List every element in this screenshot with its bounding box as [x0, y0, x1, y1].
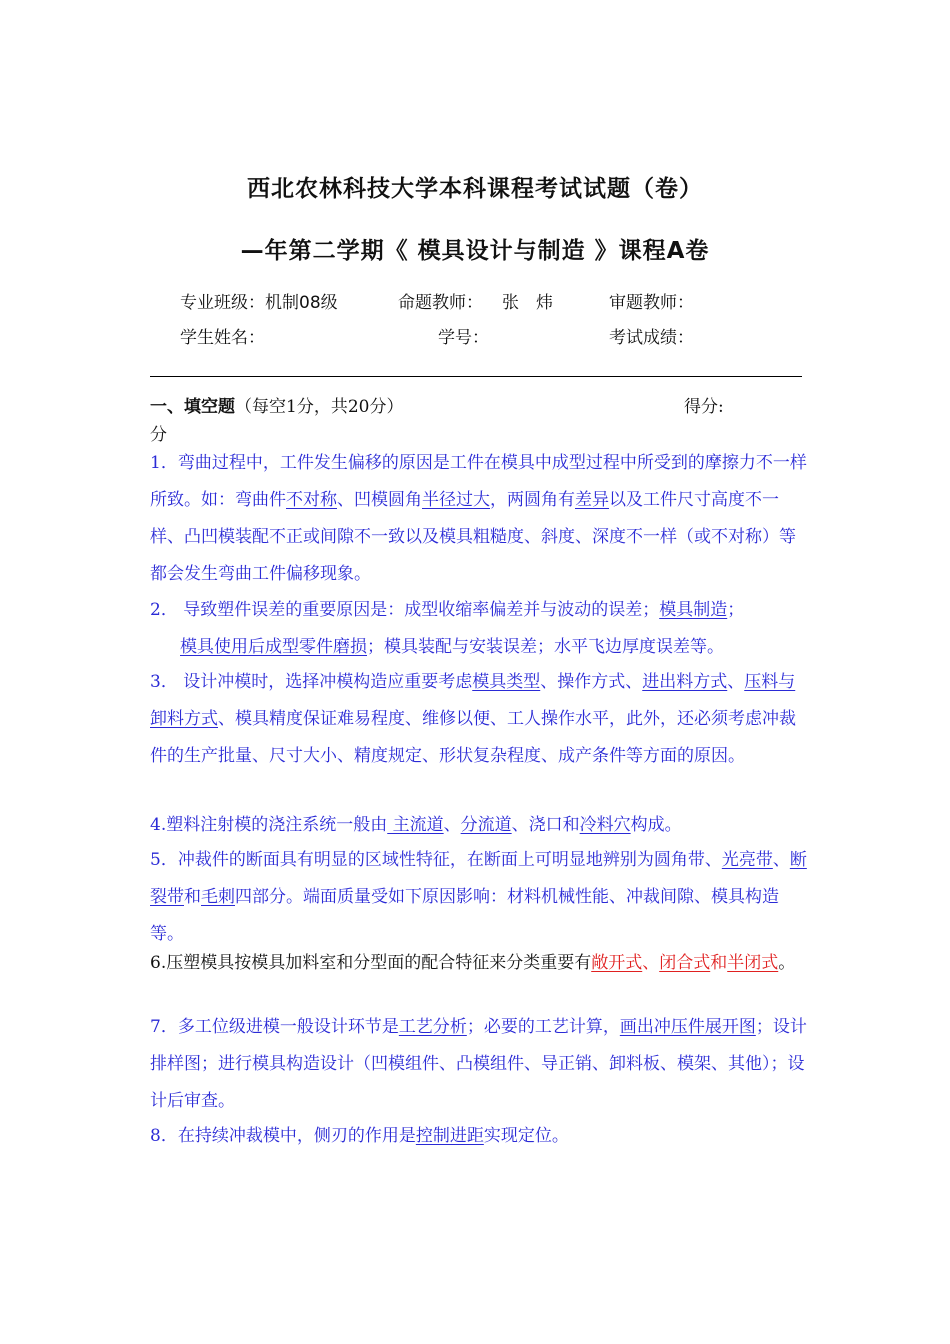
q3-text-d: 、 — [727, 672, 745, 692]
q3-text-c: 、操作方式、 — [540, 672, 643, 692]
q5-answer-2: 断裂带 — [150, 850, 807, 907]
exam-title: 西北农林科技大学本科课程考试试题（卷） — [247, 176, 703, 202]
q8-answer-1: 控制进距 — [415, 1126, 484, 1146]
q7-answer-1: 工艺分析 — [398, 1017, 467, 1037]
question-6 — [150, 948, 810, 978]
q7-text-c: ；必要的工艺计算， — [466, 1017, 620, 1037]
q6-answer-3: 半闭式 — [727, 953, 779, 973]
question-4 — [150, 807, 810, 844]
q4-text-e: 构成。 — [630, 815, 682, 835]
section-note: （每空1分，共20分） — [235, 397, 404, 417]
q1-text-c: 、凹模圆角 — [337, 490, 422, 510]
q1-answer-2: 半径过大 — [422, 490, 490, 510]
q2-text-a: 2． 导致塑件误差的重要原因是：成型收缩率偏差并与波动的误差； — [150, 600, 660, 620]
q1-text-e: 以及工件尺寸高度不一样、凸凹模装配不正或间隙不一致以及模具粗糙度、斜度、深度不一样（或不对称）等都会发生弯曲工件偏移现象。 — [150, 490, 796, 584]
question-3 — [150, 664, 810, 775]
q5-text-e: 四部分。端面质量受如下原因影响：材料机械性能、冲裁间隙、模具构造等。 — [150, 887, 779, 944]
divider-line — [150, 376, 802, 377]
q7-text-d: ；设计排样图；进行模具构造设计（凹模组件、凸模组件、导正销、卸料板、模架、其他）；设计后审查。 — [150, 1017, 807, 1111]
q1-text-d: ，两圆角有 — [490, 490, 575, 510]
q6-answer-2: 闭合式 — [659, 953, 711, 973]
question-2 — [150, 592, 810, 666]
q3-answer-2: 进出料方式 — [642, 672, 728, 692]
q7-answer-2: 画出冲压件展开图 — [619, 1017, 756, 1037]
course-title: —年第二学期《 模具设计与制造 》课程A卷 — [240, 238, 710, 264]
q4-text-d: 、浇口和 — [511, 815, 580, 835]
q2-answer-2: 模具使用后成型零件磨损 — [180, 637, 367, 657]
q3-text-e: 、模具精度保证难易程度、维修以便、工人操作水平，此外，还必须考虑冲裁件的生产批量、尺寸大小、精度规定、形状复杂程度、成产条件等方面的原因。 — [150, 709, 796, 766]
q2-text-c: ； — [727, 600, 745, 620]
score-label: 得分: — [684, 397, 724, 417]
question-7 — [150, 1009, 810, 1120]
q4-answer-3: 冷料穴 — [579, 815, 631, 835]
q3-answer-3: 压料与卸料方式 — [150, 672, 796, 729]
q5-text-c: 、 — [772, 850, 790, 870]
question-5 — [150, 842, 810, 953]
q7-text-a: 7．多工位级进模一般设计环节是 — [150, 1017, 399, 1037]
q4-answer-2: 分流道 — [460, 815, 512, 835]
section-title: 一、填空题 — [150, 397, 235, 417]
q6-text-a: 6.压塑模具按模具加料室和分型面的配合特征来分类重要有 — [150, 953, 592, 973]
q8-text-c: 实现定位。 — [483, 1126, 569, 1146]
q5-answer-3: 毛刺 — [201, 887, 235, 907]
q8-text-a: 8．在持续冲裁模中，侧刃的作用是 — [150, 1126, 416, 1146]
q3-answer-1: 模具类型 — [472, 672, 541, 692]
q1-text-a: 1．弯曲过程中，工件发生偏移的原因是工件在模具中成型过程中所受到的摩擦力不一样所致。如：弯曲件 — [150, 453, 807, 510]
q1-answer-3: 差异 — [575, 490, 609, 510]
q2-text-d: ；模具装配与安装误差；水平飞边厚度误差等。 — [367, 637, 724, 657]
student-id-label: 学号： — [438, 328, 489, 348]
teacher-label: 命题教师： — [398, 293, 483, 313]
question-8 — [150, 1118, 810, 1155]
q6-text-d: 和 — [710, 953, 728, 973]
grade-label: 考试成绩： — [609, 328, 694, 348]
major-class: 专业班级：机制08级 — [180, 293, 338, 313]
q6-text-e: 。 — [778, 953, 796, 973]
q3-text-a: 3． 设计冲模时，选择冲模构造应重要考虑 — [150, 672, 473, 692]
q1-answer-1: 不对称 — [286, 490, 337, 510]
reviewer-label: 审题教师： — [609, 293, 694, 313]
section-heading — [150, 392, 403, 417]
student-name-label: 学生姓名： — [180, 328, 265, 348]
q5-text-a: 5．冲裁件的断面具有明显的区域性特征，在断面上可明显地辨别为圆角带、 — [150, 850, 722, 870]
q6-answer-1: 敞开式 — [591, 953, 643, 973]
score-unit: 分 — [150, 425, 167, 445]
q5-answer-1: 光亮带 — [721, 850, 773, 870]
q5-text-d: 和 — [184, 887, 201, 907]
q2-answer-1: 模具制造 — [659, 600, 728, 620]
q4-answer-1: 主流道 — [387, 815, 444, 835]
q4-text-a: 4.塑料注射模的浇注系统一般由 — [150, 815, 388, 835]
teacher-name: 张 炜 — [502, 293, 553, 313]
q4-text-c: 、 — [443, 815, 461, 835]
q6-text-c: 、 — [642, 953, 660, 973]
question-1 — [150, 445, 810, 593]
